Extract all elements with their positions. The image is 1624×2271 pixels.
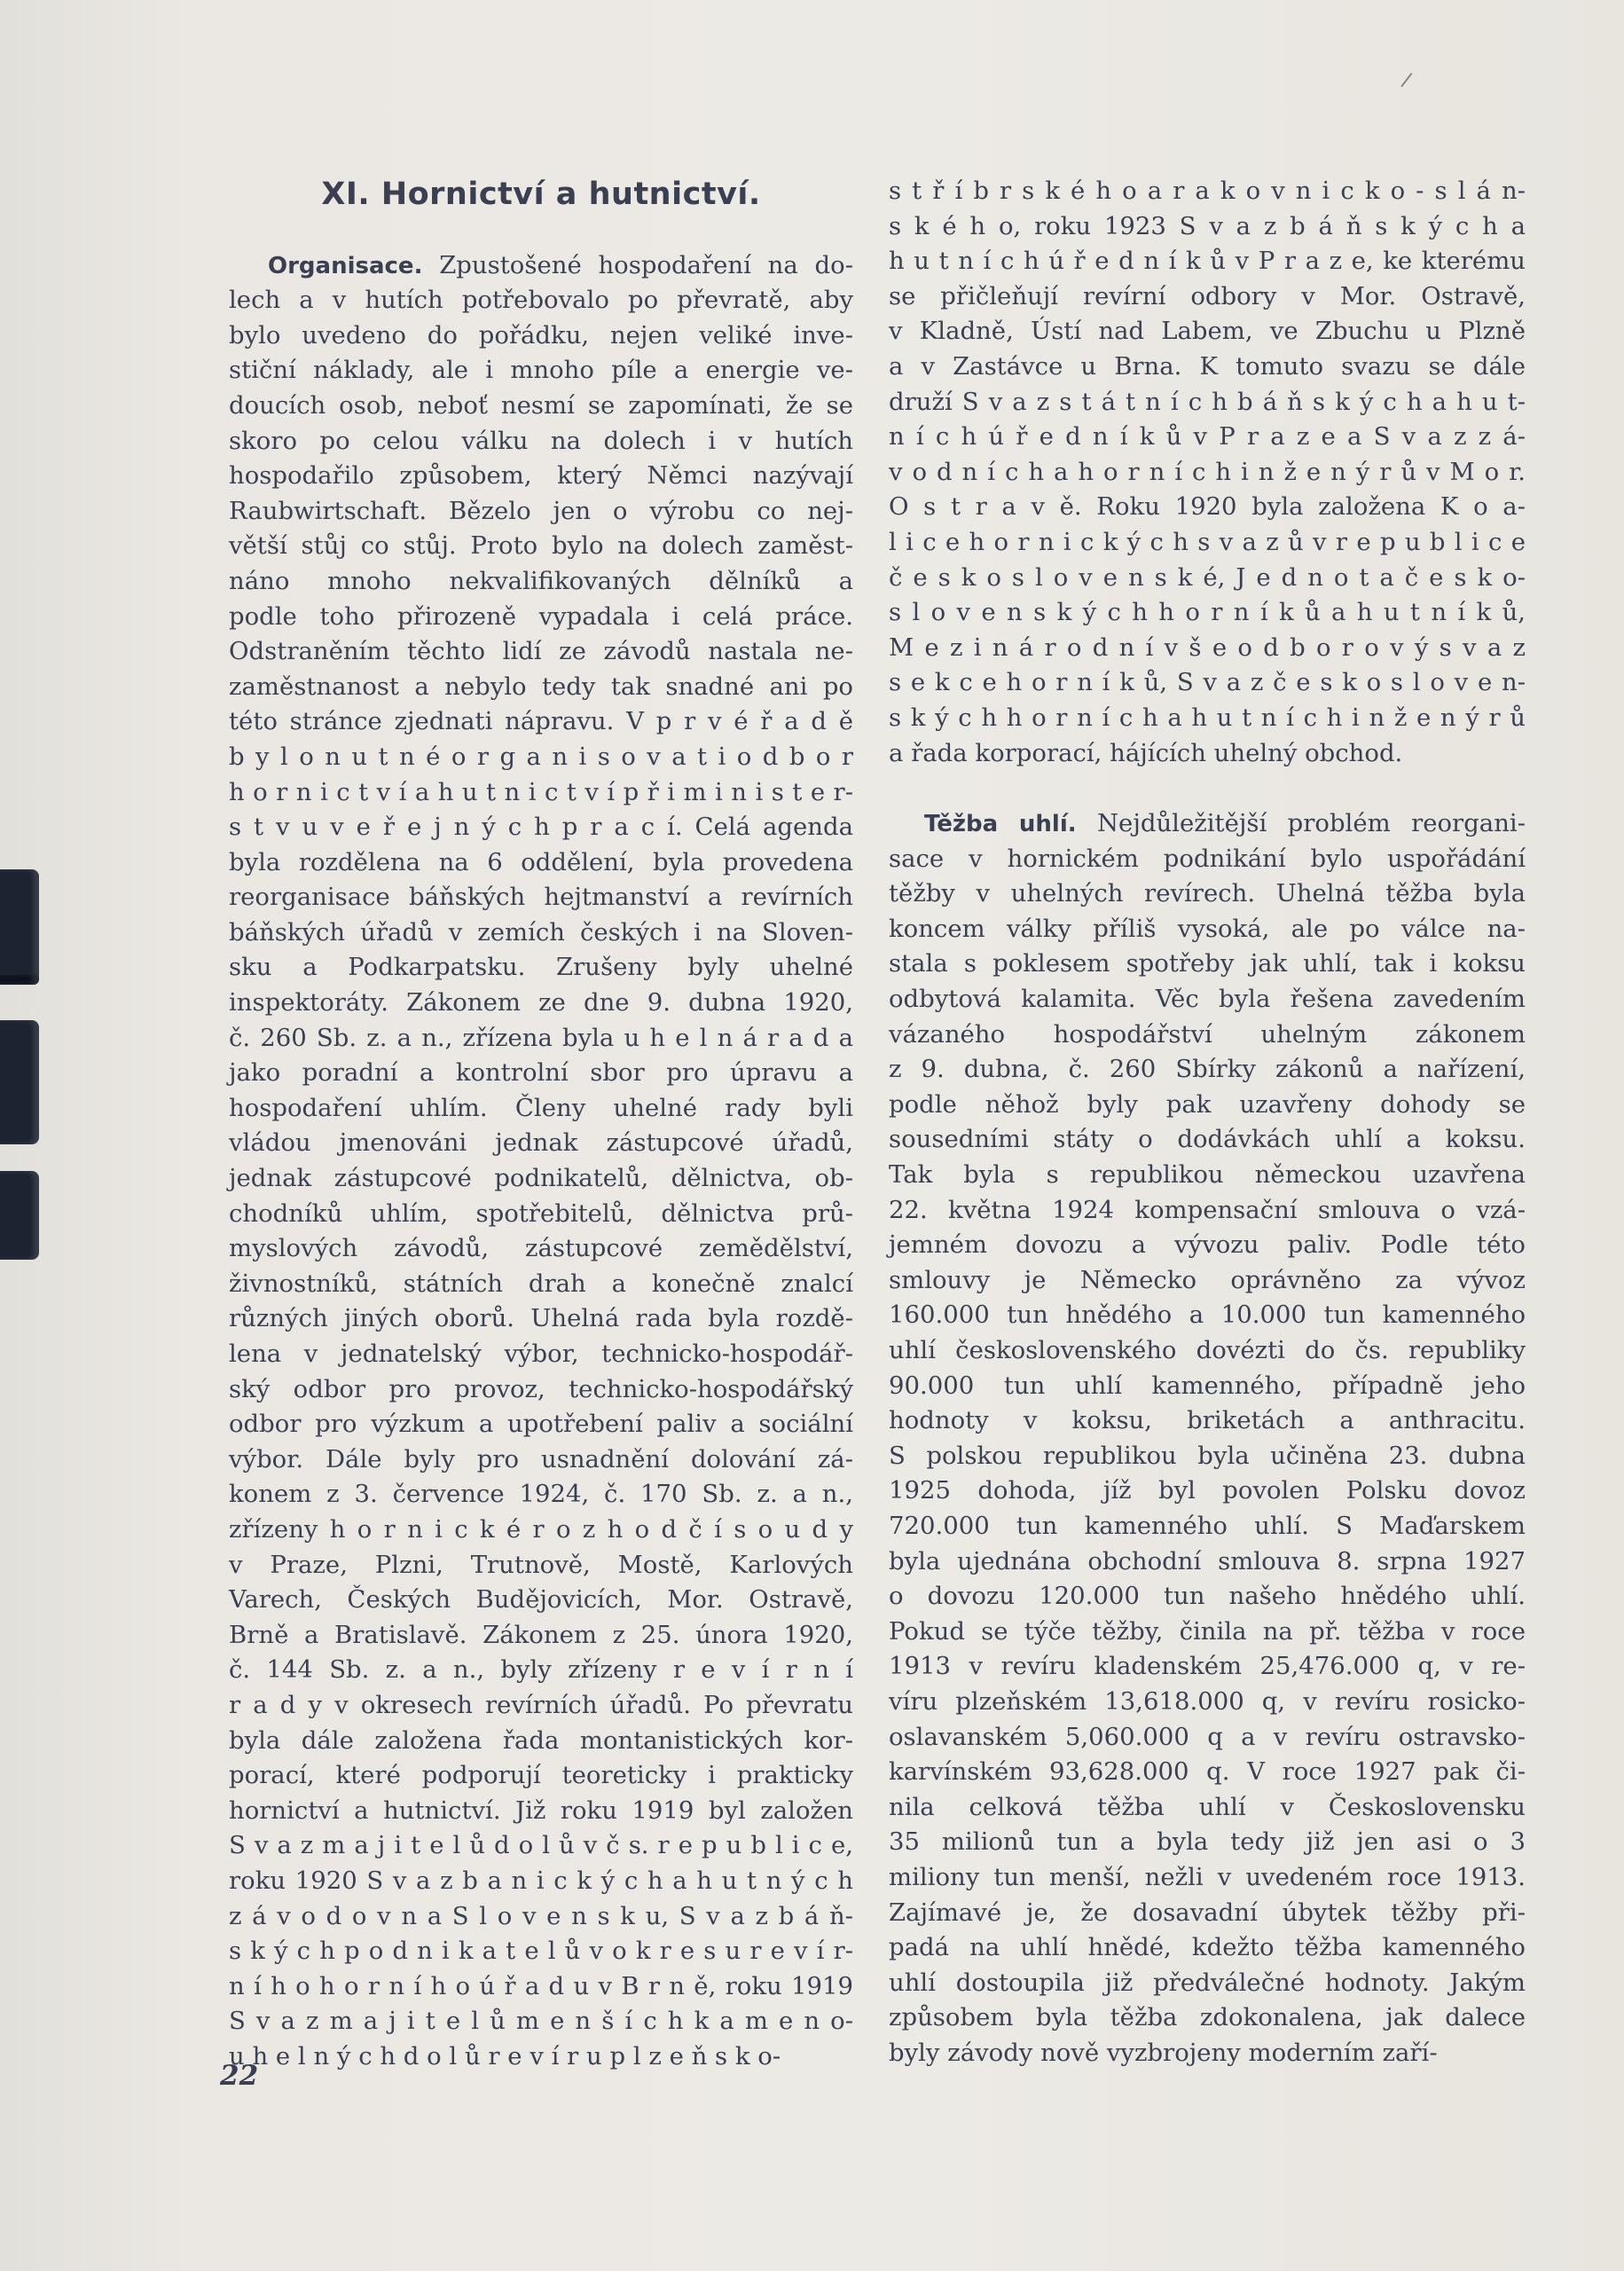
text-line: inspektoráty. Zákonem ze dne 9. dubna 1920, (229, 988, 853, 1018)
text-line: s t v u v e ř e j n ý c h p r a c í. Celá agenda (229, 813, 853, 842)
text-line: sku a Podkarpatsku. Zrušeny byly uhelné (229, 953, 853, 982)
text-line: lech a v hutích potřebovalo po převratě, aby (229, 286, 853, 315)
text-line (229, 248, 853, 284)
text-line: hospodaření uhlím. Členy uhelné rady byli (229, 1093, 853, 1122)
text-line: hornictví a hutnictví. Již roku 1919 byl založen (229, 1796, 853, 1825)
text-line: stiční náklady, ale i mnoho píle a energie ve- (229, 356, 853, 385)
text-line: v Kladně, Ústí nad Labem, ve Zbuchu u Plzně (889, 317, 1526, 346)
right-column (889, 174, 1526, 2071)
text-fragment: Zpustošené hospodaření na do- (422, 250, 853, 279)
text-line: Pokud se týče těžby, činila na př. těžba v roce (889, 1616, 1526, 1646)
chapter-heading: XI. Hornictví a hutnictví. (321, 177, 761, 212)
text-line: roku 1920 S v a z b a n i c k ý c h a h u t n ý c h (229, 1866, 853, 1895)
text-line: 1913 v revíru kladenském 25,476.000 q, v re- (889, 1652, 1526, 1681)
text-line: chodníků uhlím, spotřebitelů, dělnictva prů- (229, 1198, 853, 1228)
text-line: č. 260 Sb. z. a n., zřízena byla u h e l n á r a d a (229, 1023, 853, 1052)
text-line: S polskou republikou byla učiněna 23. dubna (889, 1441, 1526, 1470)
text-fragment: Nejdůležitější problém reorgani- (1076, 809, 1526, 838)
text-line: myslových závodů, zástupcové zemědělství, (229, 1234, 853, 1263)
text-line: bylo uvedeno do pořádku, nejen veliké inve- (229, 320, 853, 350)
text-line: Raubwirtschaft. Bězelo jen o výrobu co nej- (229, 496, 853, 525)
binding-rings (0, 869, 41, 1260)
text-line: n í c h ú ř e d n í k ů v P r a z e a S v a z z á- (889, 422, 1526, 452)
text-line: v Praze, Plzni, Trutnově, Mostě, Karlových (229, 1550, 853, 1579)
text-line: výbor. Dále byly pro usnadnění dolování zá- (229, 1444, 853, 1473)
text-line: s l o v e n s k ý c h h o r n í k ů a h u t n í k ů, (889, 598, 1526, 627)
text-line: stala s poklesem spotřeby jak uhlí, tak i koksu (889, 949, 1526, 978)
text-line: S v a z m a j i t e l ů m e n š í c h k a m e n o- (229, 2007, 853, 2036)
text-line: uhlí dostoupila již předválečné hodnoty. Jakým (889, 1968, 1526, 1997)
text-line: báňských úřadů v zemích českých i na Sloven- (229, 917, 853, 947)
section-title-tezba-uhli: Těžba uhlí. (924, 811, 1077, 838)
section-title-organisace: Organisace. (268, 252, 423, 279)
text-line: r a d y v okresech revírních úřadů. Po převratu (229, 1690, 853, 1719)
text-line: Zajímavé je, že dosavadní úbytek těžby při- (889, 1898, 1526, 1927)
text-line: l i c e h o r n i c k ý c h s v a z ů v r e p u b l i c e (889, 527, 1526, 556)
text-line: zřízeny h o r n i c k é r o z h o d č í s o u d y (229, 1514, 853, 1544)
paragraph-gap (889, 771, 1526, 806)
text-line: s k ý c h p o d n i k a t e l ů v o k r e s u r e v í r- (229, 1937, 853, 1966)
text-line: Varech, Českých Budějovicích, Mor. Ostravě, (229, 1585, 853, 1615)
text-line: z 9. dubna, č. 260 Sbírky zákonů a nařízení, (889, 1055, 1526, 1084)
text-line: těžby v uhelných revírech. Uhelná těžba byla (889, 879, 1526, 908)
text-line: z á v o d o v n a S l o v e n s k u, S v a z b á ň- (229, 1901, 853, 1930)
text-line: 22. května 1924 kompensační smlouva o vzá- (889, 1195, 1526, 1224)
text-line: ský odbor pro provoz, technicko-hospodářský (229, 1374, 853, 1403)
text-line: konem z 3. července 1924, č. 170 Sb. z. a n., (229, 1480, 853, 1509)
text-line: 90.000 tun uhlí kamenného, případně jeho (889, 1371, 1526, 1400)
text-line: živnostníků, státních drah a konečně znalcí (229, 1269, 853, 1298)
text-line: č e s k o s l o v e n s k é, J e d n o t a č e s k o- (889, 562, 1526, 592)
text-line: miliony tun menší, nežli v uvedeném roce 1913. (889, 1862, 1526, 1891)
text-line: vládou jmenováni jednak zástupcové úřadů, (229, 1128, 853, 1158)
text-line: jednak zástupcové podnikatelů, dělnictva, ob- (229, 1164, 853, 1193)
text-line: Brně a Bratislavě. Zákonem z 25. února 1920, (229, 1620, 853, 1649)
text-line: odbor pro výzkum a upotřebení paliv a sociální (229, 1410, 853, 1439)
text-line: jemném dovozu a vývozu paliv. Podle této (889, 1230, 1526, 1260)
text-line: smlouvy je Německo oprávněno za vývoz (889, 1265, 1526, 1294)
text-line: zaměstnanost a nebylo tedy tak snadné ani po (229, 672, 853, 701)
text-line: o dovozu 120.000 tun našeho hnědého uhlí. (889, 1582, 1526, 1611)
text-line: koncem války příliš vysoká, ale po válce na- (889, 914, 1526, 943)
right-column-text (889, 174, 1526, 2071)
text-line (889, 806, 1526, 842)
text-line: víru plzeňském 13,618.000 q, v revíru rosicko- (889, 1686, 1526, 1716)
left-column (229, 169, 853, 2074)
left-column-text (229, 248, 853, 2075)
text-line: hodnoty v koksu, briketách a anthracitu. (889, 1406, 1526, 1435)
text-line: a v Zastávce u Brna. K tomuto svazu se dále (889, 351, 1526, 381)
text-line: větší stůj co stůj. Proto bylo na dolech zaměst- (229, 531, 853, 561)
text-line: skoro po celou válku na dolech i v hutích (229, 426, 853, 455)
text-line: nila celková těžba uhlí v Československu (889, 1792, 1526, 1821)
text-line: S v a z m a j i t e l ů d o l ů v č s. r e p u b l i c e, (229, 1831, 853, 1860)
text-line: sousedními státy o dodávkách uhlí a koksu. (889, 1125, 1526, 1154)
text-line: náno mnoho nekvalifikovaných dělníků a (229, 566, 853, 595)
text-line: byly závody nově vyzbrojeny moderním zaří- (889, 2038, 1438, 2067)
text-line: lena v jednatelský výbor, technicko-hospodář- (229, 1340, 853, 1368)
text-line: 1925 dohoda, jíž byl povolen Polsku dovoz (889, 1476, 1526, 1505)
text-line: a řada korporací, hájících uhelný obchod. (889, 738, 1403, 767)
text-line: druží S v a z s t á t n í c h b á ň s k ý c h a h u t- (889, 387, 1526, 416)
corner-mark: / (1399, 68, 1414, 92)
text-line: odbytová kalamita. Věc byla řešena zavedením (889, 985, 1526, 1014)
text-line: Odstraněním těchto lidí ze závodů nastala ne- (229, 637, 853, 666)
text-line: 160.000 tun hnědého a 10.000 tun kamenného (889, 1301, 1526, 1330)
text-line: h o r n i c t v í a h u t n i c t v í p ř i m i n i s t e r- (229, 777, 853, 806)
text-line: porací, které podporují teoreticky i prakticky (229, 1761, 853, 1790)
text-line: se přičleňují revírní odbory v Mor. Ostravě, (889, 281, 1526, 310)
text-line: M e z i n á r o d n í v š e o d b o r o v ý s v a z (889, 633, 1526, 662)
text-line: byla dále založena řada montanistických kor- (229, 1725, 853, 1755)
text-line: karvínském 93,628.000 q. V roce 1927 pak či- (889, 1757, 1526, 1787)
text-line: s t ř í b r s k é h o a r a k o v n i c k o - s l á n- (889, 177, 1526, 205)
text-line: uhlí československého dovézti do čs. republiky (889, 1336, 1526, 1364)
text-line: jako poradní a kontrolní sbor pro úpravu a (229, 1058, 853, 1088)
text-line: padá na uhlí hnědé, kdežto těžba kamenného (889, 1933, 1526, 1962)
text-line: s e k c e h o r n í k ů, S v a z č e s k o s l o v e n- (889, 668, 1526, 697)
text-line: h u t n í c h ú ř e d n í k ů v P r a z e, ke kterému (889, 247, 1526, 276)
text-line: 720.000 tun kamenného uhlí. S Maďarskem (889, 1511, 1526, 1540)
text-line: byla ujednána obchodní smlouva 8. srpna 1927 (889, 1546, 1526, 1576)
text-line: byla rozdělena na 6 oddělení, byla provedena (229, 847, 853, 876)
text-line: s k ý c h h o r n í c h a h u t n í c h i n ž e n ý r ů (889, 703, 1526, 732)
text-line: Tak byla s republikou německou uzavřena (889, 1160, 1526, 1190)
text-line: hospodařilo způsobem, který Němci nazývají (229, 461, 853, 491)
text-line: této stránce zjednati nápravu. V p r v é ř a d ě (229, 707, 853, 736)
text-line: n í h o h o r n í h o ú ř a d u v B r n ě, roku 1919 (229, 1971, 853, 2000)
text-line: oslavanském 5,060.000 q a v revíru ostravsko- (889, 1722, 1526, 1751)
text-line: způsobem byla těžba zdokonalena, jak dalece (889, 2003, 1526, 2032)
text-line: b y l o n u t n é o r g a n i s o v a t i o d b o r (229, 742, 853, 771)
text-line: s k é h o, roku 1923 S v a z b á ň s k ý c h a (889, 211, 1526, 240)
text-line: 35 milionů tun a byla tedy již jen asi o 3 (889, 1827, 1526, 1857)
text-line: sace v hornickém podnikání bylo uspořádání (889, 844, 1526, 873)
text-line: O s t r a v ě. Roku 1920 byla založena K o a- (889, 492, 1526, 522)
page-number: 22 (220, 2060, 259, 2092)
text-line: reorganisace báňských hejtmanství a revírních (229, 883, 853, 912)
text-line: doucích osob, neboť nesmí se zapomínati, že se (229, 390, 853, 420)
text-line: podle něhož byly pak uzavřeny dohody se (889, 1089, 1526, 1119)
text-line: u h e l n ý c h d o l ů r e v í r u p l z e ň s k o- (229, 2041, 781, 2071)
text-line: různých jiných oborů. Uhelná rada byla rozdě- (229, 1304, 853, 1333)
text-line: v o d n í c h a h o r n í c h i n ž e n ý r ů v M o r. (889, 457, 1526, 486)
text-line: č. 144 Sb. z. a n., byly zřízeny r e v í r n í (229, 1655, 853, 1685)
text-line: vázaného hospodářství uhelným zákonem (889, 1019, 1526, 1049)
text-line: podle toho přirozeně vypadala i celá práce. (229, 601, 853, 631)
